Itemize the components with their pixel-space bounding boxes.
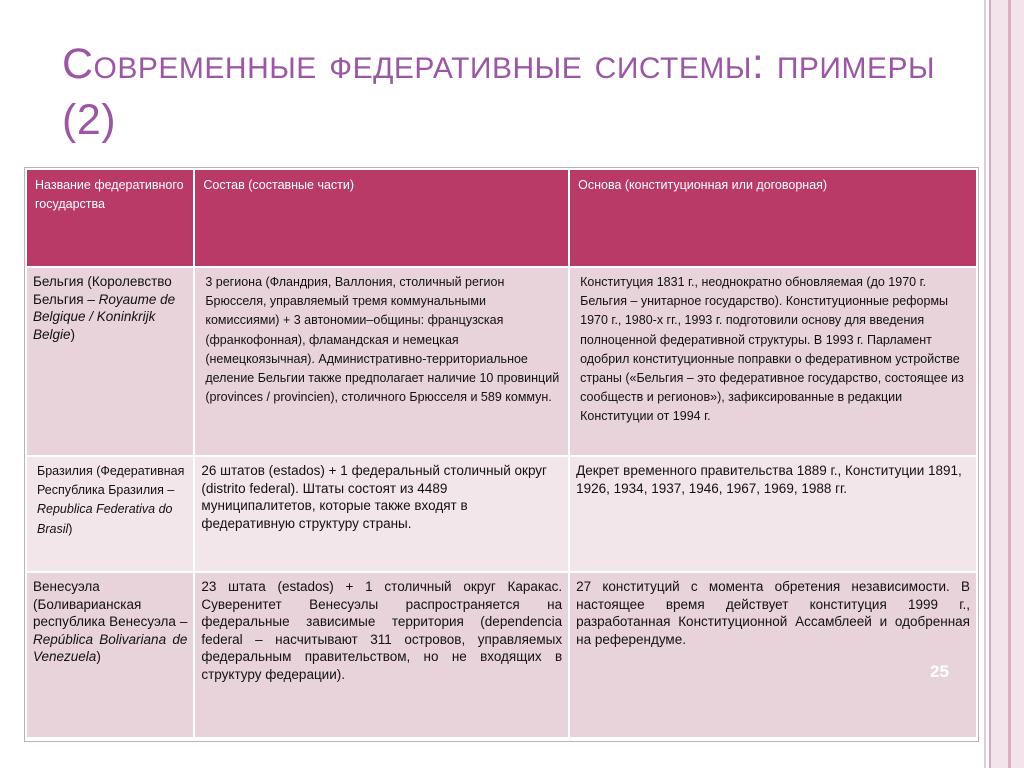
slide-title: Современные федеративные системы: примеры (2) bbox=[62, 40, 936, 144]
cell-belgium-basis: Конституция 1831 г., неоднократно обновляемая (до 1970 г. Бельгия – унитарное государство). Конституционные реформы 1970 г., 1980-х гг., 1993 г. подготовили основу для введения полноценной федеративной структуры. В 1993 г. Парламент одобрил конституционные поправки о федеративном устройстве страны («Бельгия – это федеративное государство, состоящее из сообществ и регионов»), зафиксированные в редакции Конституции от 1994 г. bbox=[570, 268, 976, 455]
table-row-brazil bbox=[27, 457, 976, 571]
table-row-belgium bbox=[27, 268, 976, 455]
header-state-name: Название федеративного государства bbox=[27, 170, 193, 266]
cell-brazil-composition: 26 штатов (estados) + 1 федеральный столичный округ (distrito federal). Штаты состоят из 4489 муниципалитетов, которые также входят в федеративную структуру страны. bbox=[195, 457, 568, 571]
cell-brazil-name: Бразилия (Федеративная Республика Бразилия – Republica Federativa do Brasil) bbox=[27, 457, 193, 571]
federations-table bbox=[25, 168, 978, 739]
cell-venezuela-basis: 27 конституций с момента обретения независимости. В настоящее время действует конституция 1999 г., разработанная Конституционной Ассамблеей и одобренная на референдуме. bbox=[570, 573, 976, 737]
federations-table-frame bbox=[24, 167, 979, 742]
cell-venezuela-name: Венесуэла (Боливарианская республика Венесуэла – República Bolivariana de Venezuela) bbox=[27, 573, 193, 737]
table-row-venezuela bbox=[27, 573, 976, 737]
slide-number: 25 bbox=[930, 662, 949, 681]
cell-venezuela-composition: 23 штата (estados) + 1 столичный округ Каракас. Суверенитет Венесуэлы распространяется на федеральные зависимые территория (dependencia federal – насчитывают 311 островов, управляемых федеральным правительством, но не входящих в структуру федерации). bbox=[195, 573, 568, 737]
cell-belgium-composition: 3 региона (Фландрия, Валлония, столичный регион Брюсселя, управляемый тремя коммунальными комиссиями) + 3 автономии–общины: французская (франкофонная), фламандская и немецкая (немецкоязычная). Административно-территориальное деление Бельгии также предполагает наличие 10 провинций (provinces / provincien), столичного Брюсселя и 589 коммун. bbox=[195, 268, 568, 455]
decorative-side-stripes bbox=[978, 0, 1024, 768]
table-header-row bbox=[27, 170, 976, 266]
header-basis: Основа (конституционная или договорная) bbox=[570, 170, 976, 266]
header-composition: Состав (составные части) bbox=[195, 170, 568, 266]
cell-belgium-name: Бельгия (Королевство Бельгия – Royaume de Belgique / Koninkrijk Belgie) bbox=[27, 268, 193, 455]
cell-brazil-basis: Декрет временного правительства 1889 г., Конституции 1891, 1926, 1934, 1937, 1946, 1967, 1969, 1988 гг. bbox=[570, 457, 976, 571]
